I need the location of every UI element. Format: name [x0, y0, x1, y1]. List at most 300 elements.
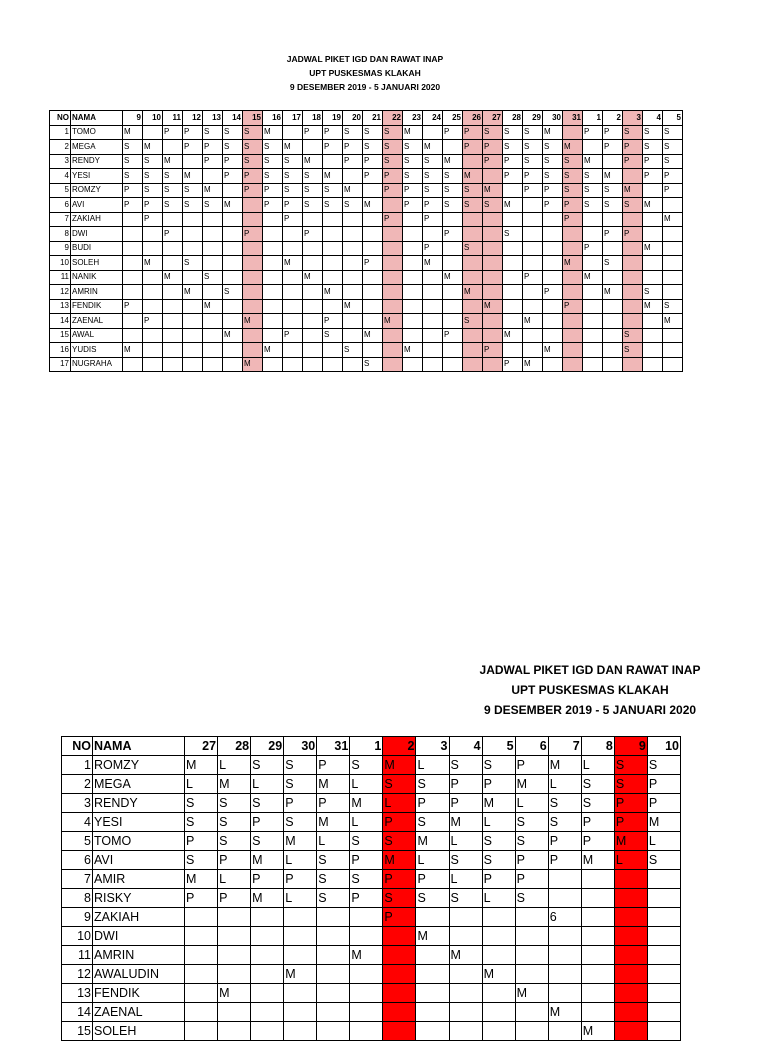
staff-name: ZAKIAH: [93, 908, 185, 927]
header-date: 21: [363, 111, 383, 126]
shift-cell: [449, 908, 482, 927]
shift-cell: P: [543, 183, 563, 198]
shift-cell: P: [583, 125, 603, 140]
staff-name: TOMO: [71, 125, 123, 140]
staff-name: TOMO: [93, 832, 185, 851]
shift-cell: M: [343, 299, 363, 314]
shift-cell: P: [443, 227, 463, 242]
shift-cell: P: [614, 813, 647, 832]
shift-cell: P: [548, 851, 581, 870]
shift-cell: S: [623, 198, 643, 213]
doc1-title-line-1: JADWAL PIKET IGD DAN RAWAT INAP: [286, 54, 444, 64]
shift-cell: L: [647, 832, 680, 851]
header-date: 19: [323, 111, 343, 126]
shift-cell: [350, 1022, 383, 1041]
shift-cell: M: [218, 984, 251, 1003]
shift-cell: [449, 965, 482, 984]
shift-cell: L: [449, 870, 482, 889]
shift-cell: M: [243, 314, 263, 329]
shift-cell: P: [185, 832, 218, 851]
shift-cell: S: [449, 889, 482, 908]
shift-cell: M: [251, 851, 284, 870]
shift-cell: P: [350, 889, 383, 908]
shift-cell: P: [218, 889, 251, 908]
shift-cell: P: [563, 198, 583, 213]
header-date: 31: [317, 737, 350, 756]
shift-cell: P: [243, 183, 263, 198]
shift-cell: P: [647, 775, 680, 794]
shift-cell: S: [123, 154, 143, 169]
shift-cell: P: [443, 328, 463, 343]
doc1-title-line-3: 9 DESEMBER 2019 - 5 JANUARI 2020: [289, 82, 441, 92]
staff-name: ZAENAL: [93, 1003, 185, 1022]
shift-cell: M: [482, 794, 515, 813]
shift-cell: S: [623, 328, 643, 343]
shift-cell: M: [583, 270, 603, 285]
shift-cell: S: [603, 256, 623, 271]
staff-name: YESI: [71, 169, 123, 184]
doc2-title-line-1: JADWAL PIKET IGD DAN RAWAT INAP: [479, 663, 701, 677]
shift-cell: S: [583, 183, 603, 198]
shift-cell: [449, 1022, 482, 1041]
shift-cell: S: [284, 813, 317, 832]
staff-name: AMRIN: [93, 946, 185, 965]
shift-cell: S: [503, 140, 523, 155]
shift-cell: P: [443, 125, 463, 140]
staff-name: MEGA: [93, 775, 185, 794]
shift-cell: S: [563, 169, 583, 184]
shift-cell: S: [643, 125, 663, 140]
shift-cell: [416, 1022, 449, 1041]
shift-cell: S: [647, 756, 680, 775]
shift-cell: [647, 1022, 680, 1041]
shift-cell: S: [350, 832, 383, 851]
shift-cell: M: [483, 183, 503, 198]
shift-cell: [614, 870, 647, 889]
shift-cell: S: [143, 183, 163, 198]
shift-cell: [581, 908, 614, 927]
shift-cell: L: [416, 756, 449, 775]
row-number: 5: [62, 832, 93, 851]
shift-cell: [383, 1022, 416, 1041]
shift-cell: P: [523, 169, 543, 184]
shift-cell: P: [163, 125, 183, 140]
shift-cell: P: [483, 343, 503, 358]
shift-cell: L: [284, 889, 317, 908]
shift-cell: M: [350, 946, 383, 965]
shift-cell: S: [548, 813, 581, 832]
shift-cell: M: [643, 241, 663, 256]
shift-cell: P: [323, 125, 343, 140]
shift-cell: S: [463, 183, 483, 198]
shift-cell: S: [203, 198, 223, 213]
staff-name: AVI: [71, 198, 123, 213]
shift-cell: S: [185, 794, 218, 813]
shift-cell: P: [263, 198, 283, 213]
shift-cell: S: [303, 169, 323, 184]
header-date: 1: [583, 111, 603, 126]
shift-cell: M: [423, 256, 443, 271]
shift-cell: S: [263, 140, 283, 155]
shift-cell: P: [563, 299, 583, 314]
shift-cell: P: [543, 198, 563, 213]
header-date: 15: [243, 111, 263, 126]
header-date: 24: [423, 111, 443, 126]
shift-cell: [416, 965, 449, 984]
shift-cell: [185, 965, 218, 984]
shift-cell: M: [443, 270, 463, 285]
shift-cell: P: [363, 154, 383, 169]
staff-name: ROMZY: [93, 756, 185, 775]
shift-cell: S: [283, 154, 303, 169]
shift-cell: S: [284, 775, 317, 794]
staff-name: AWALUDIN: [93, 965, 185, 984]
shift-cell: [449, 1003, 482, 1022]
shift-cell: P: [123, 198, 143, 213]
row-number: 2: [50, 140, 71, 155]
shift-cell: S: [563, 154, 583, 169]
shift-cell: S: [449, 851, 482, 870]
shift-cell: S: [350, 756, 383, 775]
shift-cell: M: [143, 256, 163, 271]
shift-cell: P: [183, 125, 203, 140]
shift-cell: P: [284, 870, 317, 889]
shift-cell: [449, 927, 482, 946]
shift-cell: P: [581, 813, 614, 832]
shift-cell: M: [263, 343, 283, 358]
shift-cell: [251, 1022, 284, 1041]
shift-cell: M: [163, 154, 183, 169]
shift-cell: [548, 965, 581, 984]
shift-cell: [383, 965, 416, 984]
shift-cell: P: [423, 212, 443, 227]
shift-cell: S: [647, 851, 680, 870]
row-number: 13: [50, 299, 71, 314]
shift-cell: [185, 984, 218, 1003]
shift-cell: M: [515, 984, 548, 1003]
shift-cell: P: [663, 169, 683, 184]
shift-cell: [647, 946, 680, 965]
header-nama: NAMA: [71, 111, 123, 126]
shift-cell: S: [383, 832, 416, 851]
shift-cell: [185, 1022, 218, 1041]
row-number: 16: [50, 343, 71, 358]
shift-cell: P: [623, 227, 643, 242]
shift-cell: P: [383, 870, 416, 889]
shift-cell: S: [251, 832, 284, 851]
row-number: 8: [62, 889, 93, 908]
shift-cell: S: [423, 154, 443, 169]
doc2-title-line-3: 9 DESEMBER 2019 - 5 JANUARI 2020: [483, 703, 697, 717]
shift-cell: S: [614, 775, 647, 794]
shift-cell: S: [416, 813, 449, 832]
shift-cell: M: [543, 125, 563, 140]
staff-name: ZAENAL: [71, 314, 123, 329]
shift-cell: [251, 927, 284, 946]
shift-cell: P: [603, 140, 623, 155]
shift-cell: S: [563, 183, 583, 198]
shift-cell: [218, 965, 251, 984]
row-number: 1: [62, 756, 93, 775]
shift-cell: S: [503, 125, 523, 140]
shift-cell: P: [243, 227, 263, 242]
header-nama: NAMA: [93, 737, 185, 756]
shift-cell: P: [283, 198, 303, 213]
shift-cell: S: [643, 285, 663, 300]
shift-cell: S: [383, 125, 403, 140]
row-number: 3: [62, 794, 93, 813]
shift-cell: P: [623, 154, 643, 169]
shift-cell: P: [163, 227, 183, 242]
shift-cell: P: [416, 794, 449, 813]
shift-cell: M: [548, 1003, 581, 1022]
header-date: 2: [603, 111, 623, 126]
shift-cell: P: [483, 140, 503, 155]
shift-cell: L: [482, 889, 515, 908]
shift-cell: [317, 965, 350, 984]
shift-cell: [482, 908, 515, 927]
shift-cell: M: [663, 314, 683, 329]
row-number: 4: [62, 813, 93, 832]
row-number: 17: [50, 357, 71, 372]
shift-cell: S: [463, 314, 483, 329]
shift-cell: S: [482, 832, 515, 851]
shift-cell: M: [614, 832, 647, 851]
shift-cell: L: [350, 775, 383, 794]
shift-cell: [383, 984, 416, 1003]
shift-cell: M: [383, 756, 416, 775]
shift-cell: [614, 927, 647, 946]
shift-cell: S: [303, 183, 323, 198]
doc1-title-line-2: UPT PUSKESMAS KLAKAH: [309, 68, 421, 78]
shift-cell: S: [363, 357, 383, 372]
shift-cell: P: [143, 314, 163, 329]
shift-cell: [416, 946, 449, 965]
shift-cell: M: [416, 832, 449, 851]
header-date: 7: [548, 737, 581, 756]
header-date: 6: [515, 737, 548, 756]
shift-cell: M: [443, 154, 463, 169]
staff-name: FENDIK: [71, 299, 123, 314]
shift-cell: S: [515, 889, 548, 908]
shift-cell: S: [443, 183, 463, 198]
shift-cell: S: [416, 889, 449, 908]
row-number: 6: [62, 851, 93, 870]
shift-cell: [482, 927, 515, 946]
shift-cell: S: [449, 756, 482, 775]
shift-cell: [647, 984, 680, 1003]
row-number: 10: [62, 927, 93, 946]
shift-cell: M: [523, 357, 543, 372]
row-number: 3: [50, 154, 71, 169]
staff-name: SOLEH: [71, 256, 123, 271]
staff-name: AVI: [93, 851, 185, 870]
shift-cell: P: [515, 851, 548, 870]
row-number: 4: [50, 169, 71, 184]
shift-cell: M: [183, 285, 203, 300]
shift-cell: [317, 1022, 350, 1041]
shift-cell: S: [643, 140, 663, 155]
shift-cell: P: [143, 198, 163, 213]
shift-cell: [482, 946, 515, 965]
shift-cell: S: [251, 756, 284, 775]
staff-name: ZAKIAH: [71, 212, 123, 227]
header-date: 8: [581, 737, 614, 756]
row-number: 11: [50, 270, 71, 285]
shift-cell: [350, 965, 383, 984]
shift-cell: M: [548, 756, 581, 775]
shift-cell: S: [548, 794, 581, 813]
shift-cell: S: [403, 140, 423, 155]
row-number: 11: [62, 946, 93, 965]
shift-cell: [647, 870, 680, 889]
shift-cell: M: [303, 154, 323, 169]
shift-cell: [614, 965, 647, 984]
shift-cell: [482, 1022, 515, 1041]
shift-cell: S: [218, 832, 251, 851]
shift-cell: P: [383, 183, 403, 198]
shift-cell: S: [163, 198, 183, 213]
table-row: [62, 946, 681, 965]
shift-cell: [515, 908, 548, 927]
staff-name: YUDIS: [71, 343, 123, 358]
shift-cell: S: [317, 870, 350, 889]
shift-cell: P: [449, 775, 482, 794]
shift-cell: S: [515, 813, 548, 832]
shift-cell: S: [416, 775, 449, 794]
staff-name: SOLEH: [93, 1022, 185, 1041]
shift-cell: S: [523, 140, 543, 155]
shift-cell: [581, 984, 614, 1003]
shift-cell: S: [283, 169, 303, 184]
shift-cell: [581, 870, 614, 889]
shift-cell: P: [363, 169, 383, 184]
shift-cell: [614, 889, 647, 908]
shift-cell: [548, 889, 581, 908]
shift-cell: P: [563, 212, 583, 227]
shift-cell: M: [403, 125, 423, 140]
shift-cell: S: [218, 794, 251, 813]
shift-cell: [383, 946, 416, 965]
shift-cell: P: [663, 183, 683, 198]
table-row: [62, 794, 681, 813]
shift-cell: M: [283, 140, 303, 155]
shift-cell: P: [482, 775, 515, 794]
shift-cell: S: [623, 125, 643, 140]
shift-cell: [284, 927, 317, 946]
staff-name: FENDIK: [93, 984, 185, 1003]
header-date: 4: [643, 111, 663, 126]
shift-cell: S: [185, 813, 218, 832]
shift-cell: P: [603, 125, 623, 140]
shift-cell: S: [603, 198, 623, 213]
shift-cell: M: [284, 965, 317, 984]
header-date: 4: [449, 737, 482, 756]
shift-cell: [218, 908, 251, 927]
shift-cell: P: [423, 198, 443, 213]
shift-cell: M: [449, 946, 482, 965]
staff-name: YESI: [93, 813, 185, 832]
shift-cell: [317, 927, 350, 946]
shift-cell: S: [482, 851, 515, 870]
header-date: 10: [143, 111, 163, 126]
shift-cell: P: [383, 169, 403, 184]
shift-cell: [416, 1003, 449, 1022]
doc2-title-line-2: UPT PUSKESMAS KLAKAH: [511, 683, 669, 697]
shift-cell: L: [515, 794, 548, 813]
shift-cell: P: [123, 299, 143, 314]
header-date: 20: [343, 111, 363, 126]
header-date: 3: [416, 737, 449, 756]
header-date: 27: [185, 737, 218, 756]
staff-name: AMIR: [93, 870, 185, 889]
shift-cell: L: [185, 775, 218, 794]
shift-cell: M: [363, 198, 383, 213]
shift-cell: P: [283, 212, 303, 227]
shift-cell: M: [423, 140, 443, 155]
shift-cell: [251, 965, 284, 984]
shift-cell: S: [317, 889, 350, 908]
shift-cell: S: [543, 140, 563, 155]
shift-cell: P: [383, 813, 416, 832]
row-number: 15: [62, 1022, 93, 1041]
shift-cell: P: [463, 125, 483, 140]
shift-cell: P: [218, 851, 251, 870]
shift-cell: L: [416, 851, 449, 870]
shift-cell: M: [503, 328, 523, 343]
row-number: 7: [62, 870, 93, 889]
header-date: 9: [123, 111, 143, 126]
shift-cell: S: [323, 328, 343, 343]
shift-cell: [350, 984, 383, 1003]
header-date: 26: [463, 111, 483, 126]
shift-cell: M: [143, 140, 163, 155]
shift-cell: P: [383, 212, 403, 227]
shift-cell: P: [543, 285, 563, 300]
shift-cell: [548, 870, 581, 889]
shift-cell: L: [317, 832, 350, 851]
shift-cell: M: [163, 270, 183, 285]
shift-cell: M: [203, 183, 223, 198]
staff-name: RENDY: [71, 154, 123, 169]
shift-cell: S: [343, 198, 363, 213]
shift-cell: S: [203, 270, 223, 285]
shift-cell: S: [203, 125, 223, 140]
shift-cell: [482, 1003, 515, 1022]
table-header-row: [62, 737, 681, 756]
shift-cell: M: [663, 212, 683, 227]
shift-cell: S: [163, 183, 183, 198]
shift-cell: M: [203, 299, 223, 314]
shift-cell: S: [463, 241, 483, 256]
shift-cell: M: [350, 794, 383, 813]
shift-cell: [581, 889, 614, 908]
shift-cell: [581, 1003, 614, 1022]
shift-cell: [284, 1022, 317, 1041]
shift-cell: S: [243, 154, 263, 169]
shift-cell: S: [482, 756, 515, 775]
shift-cell: S: [523, 154, 543, 169]
shift-cell: P: [183, 140, 203, 155]
shift-cell: M: [603, 169, 623, 184]
shift-cell: S: [363, 140, 383, 155]
shift-cell: S: [515, 832, 548, 851]
shift-cell: P: [203, 140, 223, 155]
shift-cell: P: [323, 140, 343, 155]
row-number: 8: [50, 227, 71, 242]
shift-cell: [548, 946, 581, 965]
shift-cell: [185, 908, 218, 927]
